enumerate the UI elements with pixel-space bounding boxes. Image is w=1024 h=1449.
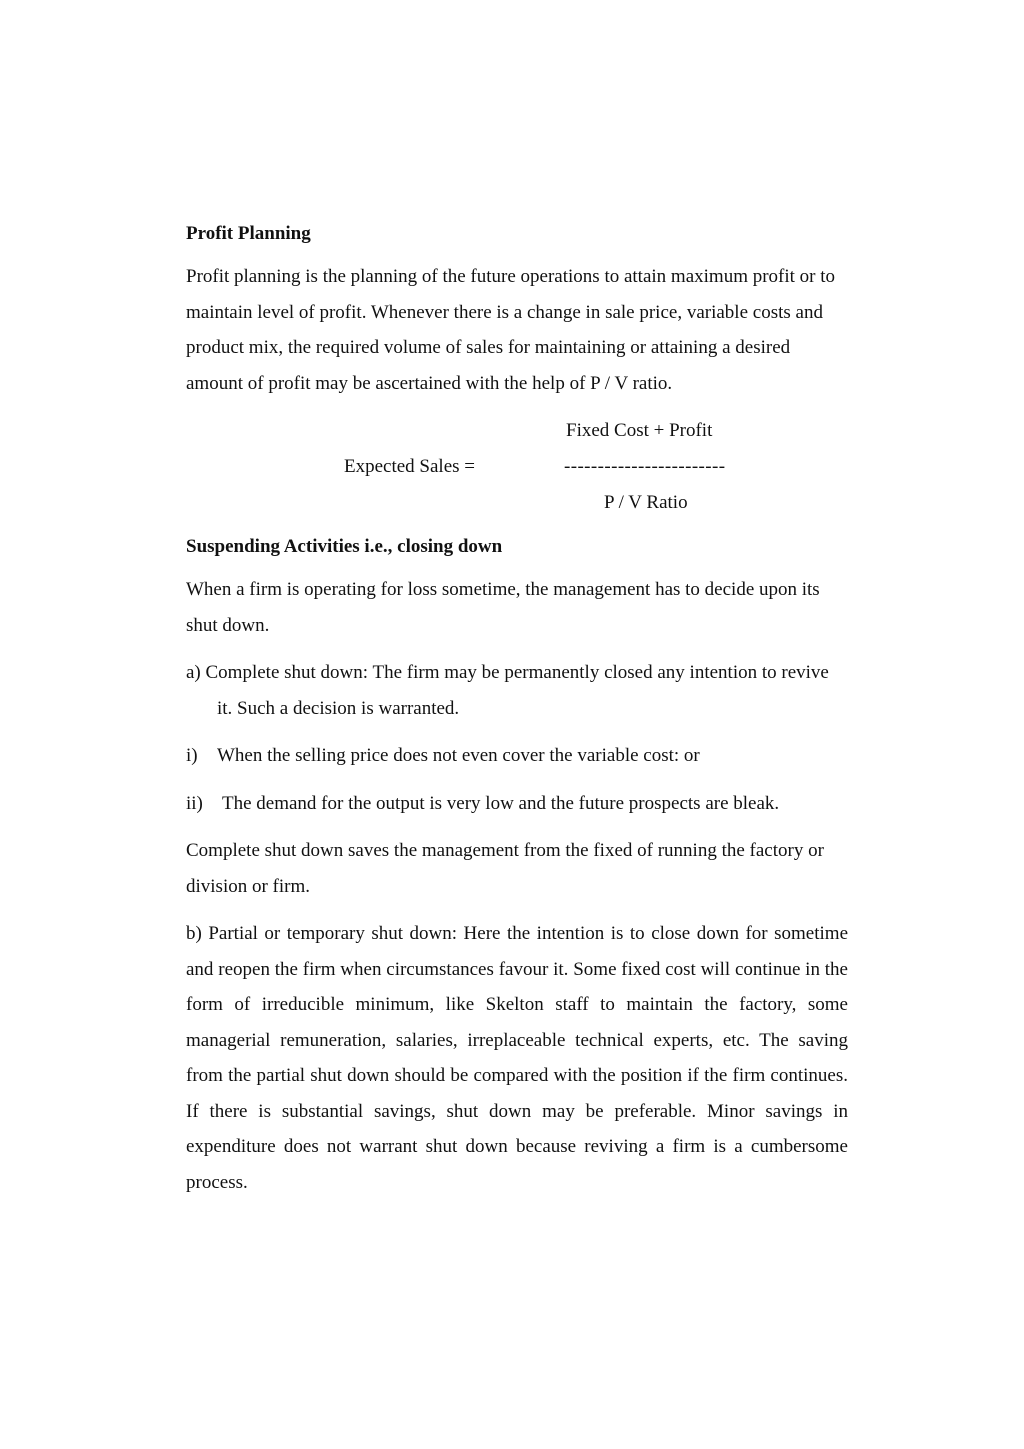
document-page [186,220,848,1212]
section-heading-suspending-activities: Suspending Activities i.e., closing down [186,536,503,557]
condition-item [186,738,848,774]
formula-lhs: Expected Sales = [344,456,476,477]
section-heading-profit-planning: Profit Planning [186,223,311,244]
condition-marker: ii) [186,792,203,814]
formula-fraction-bar: ------------------------ [564,456,726,477]
condition-text: When the selling price does not even cover the variable cost: or [217,745,700,766]
condition-item [186,786,848,822]
profit-planning-paragraph: Profit planning is the planning of the future operations to attain maximum profit or to maintain level of profit. Whenever there is a change in sale price, variable costs and product mix, the required volume of sales for maintaining or attaining a desired amount of profit may be ascertained with the help of P / V ratio. [186,266,836,394]
formula-numerator: Fixed Cost + Profit [566,420,713,441]
expected-sales-formula [186,413,848,521]
complete-shutdown-item: a) Complete shut down: The firm may be permanently closed any intention to revive it. Such a decision is warranted. [186,662,829,719]
condition-text: The demand for the output is very low and the future prospects are bleak. [222,792,780,814]
suspending-intro-paragraph: When a firm is operating for loss sometime, the management has to decide upon its shut down. [186,579,820,636]
partial-shutdown-paragraph: b) Partial or temporary shut down: Here the intention is to close down for sometime and reopen the firm when circumstances favour it. Some fixed cost will continue in the form of irreducible minimum, like Skelton staff to maintain the factory, some managerial remuneration, salaries, irreplaceable technical experts, etc. The saving from the partial shut down should be compared with the position if the firm continues. If there is substantial savings, shut down may be preferable. Minor savings in expenditure does not warrant shut down because reviving a firm is a cumbersome process. [186,923,848,1193]
complete-shutdown-note: Complete shut down saves the management from the fixed of running the factory or division or firm. [186,840,824,897]
condition-marker: i) [186,745,198,766]
formula-denominator: P / V Ratio [604,492,688,513]
